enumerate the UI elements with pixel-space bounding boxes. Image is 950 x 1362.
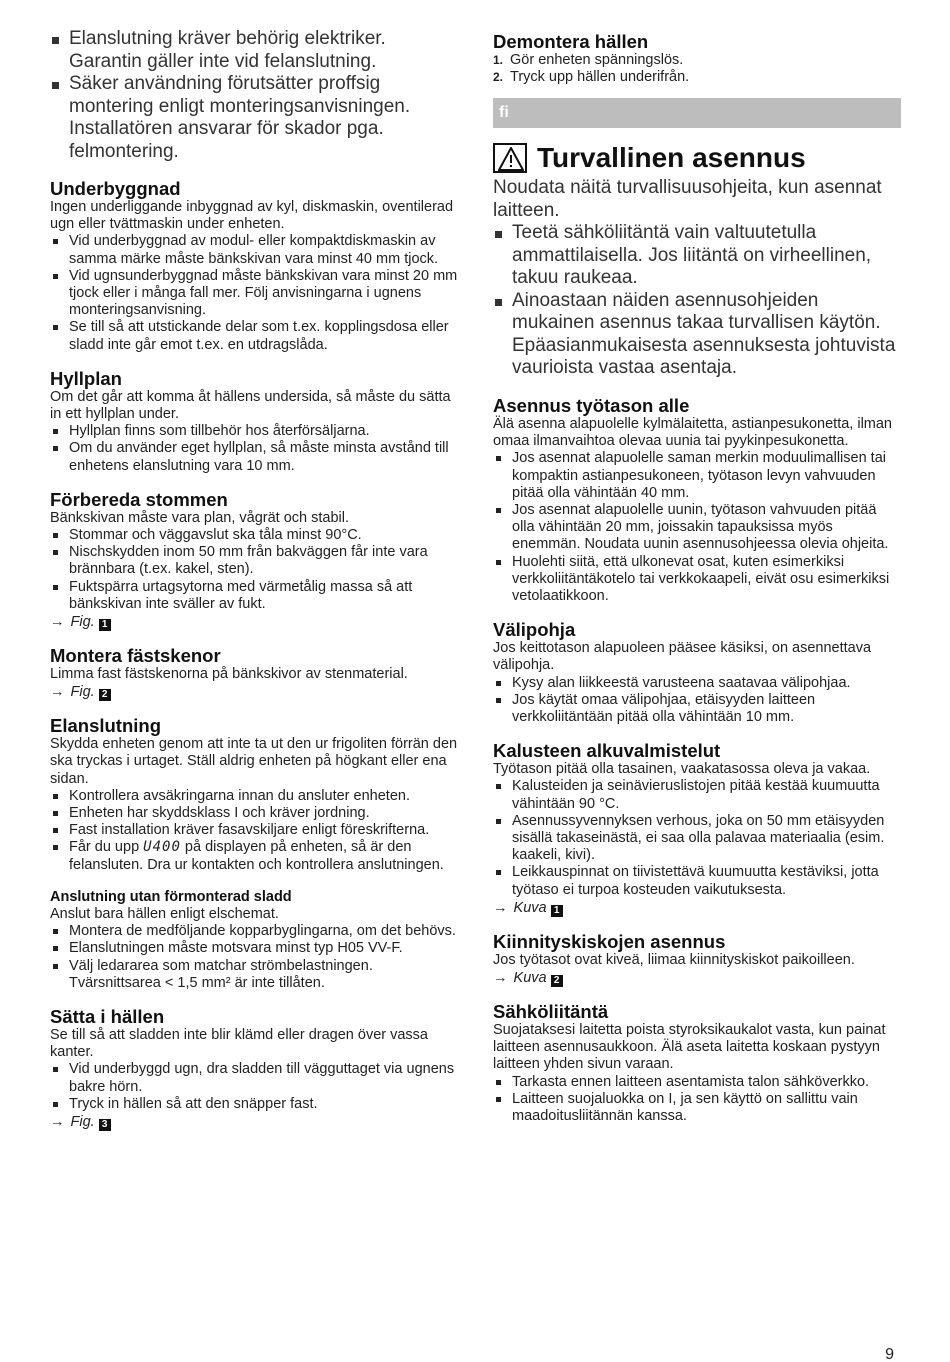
list-item: Elanslutning kräver behörig elektriker. Garantin gäller inte vid felanslutning. bbox=[50, 28, 460, 73]
list-item: Om du använder eget hyllplan, så måste minsta avstånd till enhetens elanslutning vara 10 mm. bbox=[50, 440, 460, 474]
section-text: Bänkskivan måste vara plan, vågrät och stabil. bbox=[50, 509, 350, 526]
intro-text: Noudata näitä turvallisuusohjeita, kun asennat laitteen. bbox=[493, 177, 882, 221]
section-text: Suojataksesi laitetta poista styroksikaukalot vasta, kun painat laitteen asennusaukkoon. Älä aseta laitetta koskaan pystyyn laitteen yhden sivun varaan. bbox=[493, 1021, 886, 1073]
section-underbyggnad bbox=[50, 178, 460, 354]
warning-triangle-icon bbox=[493, 143, 527, 173]
subsection-heading: Anslutning utan förmonterad sladd bbox=[50, 888, 292, 905]
bullet-list bbox=[493, 1074, 901, 1126]
list-item bbox=[493, 69, 901, 86]
title-row bbox=[493, 141, 901, 175]
bullet-list bbox=[50, 233, 460, 353]
list-item: Stommar och väggavslut ska tåla minst 90°C. bbox=[50, 527, 460, 544]
list-item: Vid underbyggd ugn, dra sladden till vägguttaget via ugnens bakre hörn. bbox=[50, 1061, 460, 1095]
section-hyllplan bbox=[50, 368, 460, 475]
list-item: Leikkauspinnat on tiivistettävä kuumuutta kestäviksi, jotta työtaso ei turpoa kosteuden vaikutuksesta. bbox=[493, 864, 901, 898]
section-text: Ingen underliggande inbyggnad av kyl, diskmaskin, oventilerad ugn eller tvättmaskin under enheten. bbox=[50, 199, 454, 233]
list-item: Hyllplan finns som tillbehör hos återförsäljarna. bbox=[50, 423, 460, 440]
list-item: Enheten har skyddsklass I och kräver jordning. bbox=[50, 805, 460, 822]
figure-reference bbox=[493, 899, 901, 917]
list-item: Fuktspärra urtagsytorna med värmetålig massa så att bänkskivan inte sväller av fukt. bbox=[50, 579, 460, 613]
section-text: Jos keittotason alapuoleen pääsee käsiksi, on asennettava välipohja. bbox=[493, 640, 872, 674]
arrow-right-icon: → bbox=[50, 1113, 65, 1130]
list-item: Elanslutningen måste motsvara minst typ H05 VV-F. bbox=[50, 940, 460, 957]
arrow-right-icon: → bbox=[50, 614, 65, 631]
section-elanslutning bbox=[50, 715, 460, 874]
section-asennus bbox=[493, 395, 901, 605]
section-valipohja bbox=[493, 619, 901, 726]
list-item: Asennussyvennyksen verhous, joka on 50 mm etäisyyden sisällä takaseinästä, ei saa olla palavaa materiaalia (esim. kaakeli, kivi). bbox=[493, 813, 901, 865]
page-number: 9 bbox=[885, 1346, 894, 1362]
list-item: Jos käytät omaa välipohjaa, etäisyyden laitteen verkkoliitäntään pitää olla vähintään 10 mm. bbox=[493, 692, 901, 726]
figure-number-badge: 2 bbox=[551, 975, 563, 987]
section-heading: Hyllplan bbox=[50, 367, 122, 389]
bullet-list bbox=[50, 423, 460, 475]
list-item: Kontrollera avsäkringarna innan du ansluter enheten. bbox=[50, 788, 460, 805]
list-item: Montera de medföljande kopparbyglingarna, om det behövs. bbox=[50, 923, 460, 940]
bullet-list bbox=[493, 450, 901, 605]
list-item: Tarkasta ennen laitteen asentamista talon sähköverkko. bbox=[493, 1074, 901, 1091]
figure-label: Fig. bbox=[70, 614, 95, 631]
arrow-right-icon: → bbox=[493, 969, 508, 986]
list-item: Tryck in hällen så att den snäpper fast. bbox=[50, 1096, 460, 1113]
list-item bbox=[493, 52, 901, 69]
figure-number-badge: 3 bbox=[99, 1119, 111, 1131]
section-sahkoliitanta bbox=[493, 1001, 901, 1125]
section-demontera-hallen bbox=[493, 31, 901, 86]
list-item: Säker användning förutsätter proffsig montering enligt monteringsanvisningen. Installatören ansvarar för skador pga. felmontering. bbox=[50, 73, 460, 163]
section-heading: Förbereda stommen bbox=[50, 488, 228, 510]
list-item: Jos asennat alapuolelle saman merkin moduulimallisen tai kompaktin astianpesukoneen, työtason levyn vahvuuden pitää olla vähintään 40 mm. bbox=[493, 450, 901, 502]
arrow-right-icon: → bbox=[50, 684, 65, 701]
step-text: Tryck upp hällen underifrån. bbox=[510, 69, 690, 86]
intro-bullet-list bbox=[493, 222, 901, 380]
section-satta-i-hallen bbox=[50, 1006, 460, 1131]
list-item: Huolehti siitä, että ulkonevat osat, kuten esimerkiksi verkkoliitäntäkotelo tai verkkokaapeli, eivät osu esimerkiksi vetolaatikkoon. bbox=[493, 554, 901, 606]
section-text: Skydda enheten genom att inte ta ut den ur frigoliten förrän den ska tryckas i urtaget. Ställ aldrig enheten på högkant eller ena sidan. bbox=[50, 736, 458, 787]
page-title: Turvallinen asennus bbox=[537, 142, 806, 174]
figure-label: Kuva bbox=[513, 969, 547, 986]
bullet-text-after: på displayen på enheten, så är den felansluten. Dra ur kontakten och kontrollera anslutningen. bbox=[69, 839, 444, 873]
list-item: Kysy alan liikkeestä varusteena saatavaa välipohjaa. bbox=[493, 675, 901, 692]
figure-label: Fig. bbox=[70, 1113, 95, 1130]
figure-number-badge: 1 bbox=[551, 905, 563, 917]
section-text: Om det går att komma åt hällens undersida, så måste du sätta in ett hyllplan under. bbox=[50, 388, 451, 423]
list-item: Nischskydden inom 50 mm från bakväggen får inte vara brännbara (t.ex. kakel, sten). bbox=[50, 544, 460, 578]
figure-reference bbox=[50, 683, 460, 701]
left-column bbox=[50, 28, 460, 1131]
list-item: Se till så att utstickande delar som t.ex. kopplingsdosa eller sladd inte går emot t.ex. en utdragslåda. bbox=[50, 319, 460, 353]
section-montera-fastskenor bbox=[50, 645, 460, 701]
list-item: Kalusteiden ja seinävieruslistojen pitää kestää kuumuutta vähintään 90 °C. bbox=[493, 778, 901, 812]
step-number: 2. bbox=[493, 70, 504, 85]
figure-label: Fig. bbox=[70, 684, 95, 701]
list-item: Fast installation kräver fasavskiljare enligt föreskrifterna. bbox=[50, 822, 460, 839]
section-heading: Kalusteen alkuvalmistelut bbox=[493, 740, 721, 762]
figure-reference bbox=[50, 613, 460, 631]
list-item: Laitteen suojaluokka on I, ja sen käyttö on sallittu vain maadoitusliitännän kanssa. bbox=[493, 1091, 901, 1125]
section-kalusteen bbox=[493, 740, 901, 917]
section-text: Älä asenna alapuolelle kylmälaitetta, astianpesukonetta, ilman omaa ilmanvaihtoa olevaa uunia tai pyykinpesukonetta. bbox=[493, 415, 892, 450]
list-item: Ainoastaan näiden asennusohjeiden mukainen asennus takaa turvallisen käytön. Epäasianmukaisesta asennuksesta johtuvista vaurioista vastaa asentaja. bbox=[493, 290, 901, 380]
section-heading: Montera fästskenor bbox=[50, 645, 221, 667]
section-heading: Underbyggnad bbox=[50, 178, 181, 199]
list-item: Vid ugnsunderbyggnad måste bänkskivan vara minst 20 mm tjock eller i många fall mer. Följ anvisningarna i ugnens monteringsanvisning. bbox=[50, 268, 460, 320]
section-heading: Kiinnityskiskojen asennus bbox=[493, 930, 726, 952]
right-column bbox=[493, 28, 901, 1125]
list-item: Teetä sähköliitäntä vain valtuutetulla ammattilaisella. Jos liitäntä on virheellinen, takuu raukeaa. bbox=[493, 222, 901, 290]
display-code: U400 bbox=[143, 839, 181, 856]
figure-label: Kuva bbox=[513, 899, 547, 916]
bullet-list bbox=[50, 527, 460, 613]
figure-number-badge: 1 bbox=[99, 619, 111, 631]
section-heading: Elanslutning bbox=[50, 715, 161, 737]
figure-reference bbox=[50, 1113, 460, 1131]
section-forbereda-stommen bbox=[50, 489, 460, 631]
section-text: Työtason pitää olla tasainen, vaakatasossa oleva ja vakaa. bbox=[493, 761, 871, 778]
section-heading: Välipohja bbox=[493, 619, 576, 641]
bullet-list bbox=[50, 1061, 460, 1113]
numbered-list bbox=[493, 52, 901, 86]
step-number: 1. bbox=[493, 53, 504, 67]
list-item: Välj ledararea som matchar strömbelastningen. Tvärsnittsarea < 1,5 mm² är inte tillåten. bbox=[50, 958, 460, 992]
section-heading: Demontera hällen bbox=[493, 31, 649, 52]
list-item: Vid underbyggnad av modul- eller kompaktdiskmaskin av samma märke måste bänkskivan vara minst 40 mm tjock. bbox=[50, 233, 460, 267]
bullet-list bbox=[50, 923, 460, 992]
bullet-list bbox=[493, 675, 901, 727]
section-text: Anslut bara hällen enligt elschemat. bbox=[50, 905, 279, 922]
section-text: Jos työtasot ovat kiveä, liimaa kiinnityskiskot paikoilleen. bbox=[493, 951, 855, 968]
section-text: Limma fast fästskenorna på bänkskivor av stenmaterial. bbox=[50, 666, 408, 683]
list-item: Jos asennat alapuolelle uunin, työtason vahvuuden pitää olla vähintään 20 mm, joissakin tapauksissa myös enemmän. Noudata uunin asennusohjeessa olevia ohjeita. bbox=[493, 502, 901, 554]
arrow-right-icon: → bbox=[493, 899, 508, 916]
bullet-list bbox=[493, 778, 901, 898]
section-kiinnitys bbox=[493, 931, 901, 987]
language-bar: fi bbox=[493, 98, 901, 128]
figure-reference bbox=[493, 969, 901, 987]
section-heading: Sähköliitäntä bbox=[493, 1000, 609, 1022]
list-item bbox=[50, 839, 460, 873]
intro-bullet-list bbox=[50, 28, 460, 163]
figure-number-badge: 2 bbox=[99, 689, 111, 701]
section-anslutning-utan-sladd bbox=[50, 888, 460, 992]
step-text: Gör enheten spänningslös. bbox=[510, 52, 684, 68]
section-heading: Asennus työtason alle bbox=[493, 394, 690, 416]
bullet-list bbox=[50, 788, 460, 874]
section-heading: Sätta i hällen bbox=[50, 1005, 165, 1027]
bullet-text-before: Får du upp bbox=[69, 839, 140, 856]
section-text: Se till så att sladden inte blir klämd eller dragen över vassa kanter. bbox=[50, 1026, 428, 1061]
